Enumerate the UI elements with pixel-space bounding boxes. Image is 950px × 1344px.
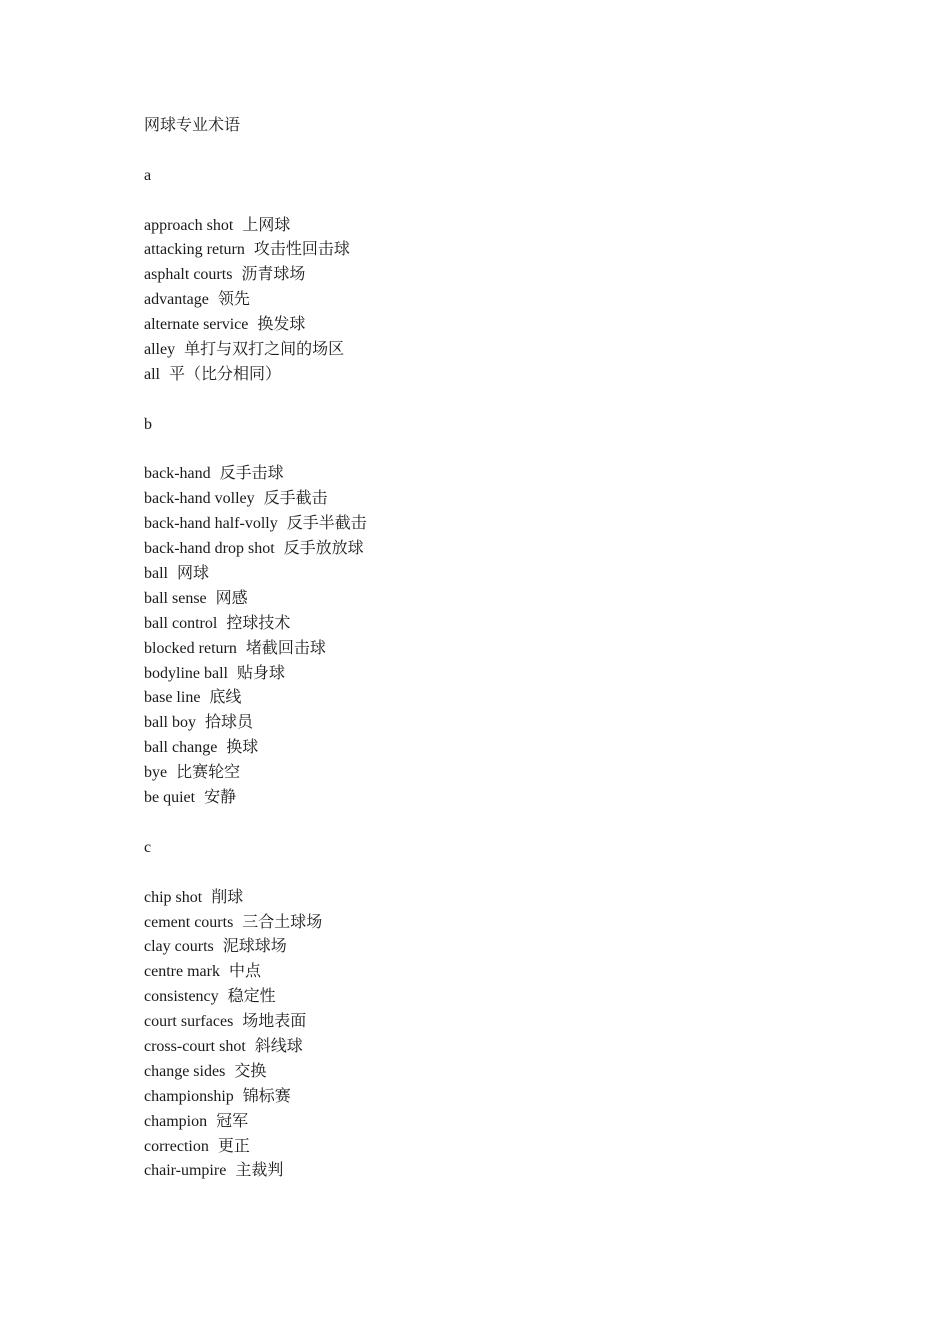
term-cn: 攻击性回击球 xyxy=(253,241,350,259)
term-entry xyxy=(144,512,844,537)
term-cn: 换发球 xyxy=(257,316,306,334)
term-entry xyxy=(144,935,844,960)
spacer xyxy=(144,139,844,164)
spacer xyxy=(144,438,844,463)
term-en: centre mark xyxy=(144,963,220,981)
term-cn: 交换 xyxy=(234,1062,267,1080)
term-entry xyxy=(144,637,844,662)
term-entry xyxy=(144,462,844,487)
term-cn: 网球 xyxy=(177,565,210,583)
term-en: back-hand half-volly xyxy=(144,515,278,533)
term-cn: 反手半截击 xyxy=(286,515,367,533)
term-cn: 底线 xyxy=(209,689,242,707)
term-en: asphalt courts xyxy=(144,266,233,284)
term-cn: 三合土球场 xyxy=(242,913,323,931)
term-en: ball boy xyxy=(144,714,196,732)
term-cn: 锦标赛 xyxy=(242,1087,291,1105)
term-en: consistency xyxy=(144,988,219,1006)
term-en: advantage xyxy=(144,291,209,309)
term-cn: 沥青球场 xyxy=(241,266,306,284)
term-cn: 中点 xyxy=(228,963,261,981)
term-entry xyxy=(144,313,844,338)
term-entry xyxy=(144,1035,844,1060)
term-cn: 控球技术 xyxy=(226,614,291,632)
term-entry xyxy=(144,711,844,736)
term-entry xyxy=(144,1085,844,1110)
term-cn: 削球 xyxy=(211,888,244,906)
term-en: all xyxy=(144,365,160,383)
term-entry xyxy=(144,587,844,612)
term-entry xyxy=(144,886,844,911)
term-en: bye xyxy=(144,764,168,782)
term-entry xyxy=(144,238,844,263)
term-en: chip shot xyxy=(144,888,203,906)
term-en: back-hand drop shot xyxy=(144,540,275,558)
term-en: champion xyxy=(144,1112,208,1130)
term-en: court surfaces xyxy=(144,1013,234,1031)
term-entry xyxy=(144,786,844,811)
section-a xyxy=(144,164,844,388)
term-entry xyxy=(144,537,844,562)
term-cn: 反手击球 xyxy=(219,465,284,483)
document-page xyxy=(144,114,844,1184)
term-entry xyxy=(144,761,844,786)
term-cn: 平（比分相同） xyxy=(169,365,282,383)
term-cn: 比赛轮空 xyxy=(176,764,241,782)
term-entry xyxy=(144,1110,844,1135)
term-cn: 贴身球 xyxy=(236,664,285,682)
term-entry xyxy=(144,562,844,587)
section-letter: c xyxy=(144,838,152,856)
document-title: 网球专业术语 xyxy=(144,117,241,134)
term-en: approach shot xyxy=(144,216,234,234)
term-entry xyxy=(144,960,844,985)
section-letter: a xyxy=(144,166,152,184)
term-cn: 稳定性 xyxy=(227,988,276,1006)
term-entry xyxy=(144,363,844,388)
term-cn: 领先 xyxy=(217,291,250,309)
term-en: ball change xyxy=(144,739,218,757)
term-en: clay courts xyxy=(144,938,214,956)
term-en: championship xyxy=(144,1087,234,1105)
term-cn: 反手放放球 xyxy=(283,540,364,558)
term-en: ball xyxy=(144,565,168,583)
spacer xyxy=(144,189,844,214)
term-en: cement courts xyxy=(144,913,234,931)
term-en: alley xyxy=(144,341,176,359)
term-cn: 单打与双打之间的场区 xyxy=(184,341,345,359)
term-en: back-hand volley xyxy=(144,490,255,508)
term-cn: 堵截回击球 xyxy=(245,639,326,657)
term-cn: 冠军 xyxy=(216,1112,249,1130)
term-entry xyxy=(144,985,844,1010)
section-letter: b xyxy=(144,415,152,433)
term-en: correction xyxy=(144,1137,209,1155)
term-entry xyxy=(144,487,844,512)
term-entry xyxy=(144,686,844,711)
section-b xyxy=(144,413,844,811)
term-en: bodyline ball xyxy=(144,664,228,682)
term-entry xyxy=(144,1010,844,1035)
term-en: ball control xyxy=(144,614,218,632)
spacer xyxy=(144,811,844,836)
term-cn: 拾球员 xyxy=(205,714,254,732)
term-cn: 网感 xyxy=(215,589,248,607)
term-entry xyxy=(144,736,844,761)
term-entry xyxy=(144,1060,844,1085)
term-entry xyxy=(144,662,844,687)
term-en: back-hand xyxy=(144,465,211,483)
term-entry xyxy=(144,612,844,637)
term-entry xyxy=(144,338,844,363)
term-en: cross-court shot xyxy=(144,1037,246,1055)
term-cn: 反手截击 xyxy=(263,490,328,508)
term-en: ball sense xyxy=(144,589,207,607)
spacer xyxy=(144,388,844,413)
term-entry xyxy=(144,263,844,288)
term-cn: 换球 xyxy=(226,739,259,757)
term-cn: 斜线球 xyxy=(254,1037,303,1055)
term-cn: 场地表面 xyxy=(242,1013,307,1031)
term-cn: 主裁判 xyxy=(235,1162,284,1180)
term-en: attacking return xyxy=(144,241,245,259)
section-c xyxy=(144,836,844,1184)
term-cn: 更正 xyxy=(217,1137,250,1155)
term-en: base line xyxy=(144,689,201,707)
term-cn: 安静 xyxy=(204,789,237,807)
term-en: alternate service xyxy=(144,316,249,334)
term-entry xyxy=(144,214,844,239)
term-cn: 上网球 xyxy=(242,216,291,234)
term-en: change sides xyxy=(144,1062,226,1080)
term-entry xyxy=(144,911,844,936)
term-cn: 泥球球场 xyxy=(222,938,287,956)
term-en: be quiet xyxy=(144,789,196,807)
term-en: blocked return xyxy=(144,639,237,657)
spacer xyxy=(144,861,844,886)
term-en: chair-umpire xyxy=(144,1162,227,1180)
term-entry xyxy=(144,1159,844,1184)
term-entry xyxy=(144,1135,844,1160)
term-entry xyxy=(144,288,844,313)
